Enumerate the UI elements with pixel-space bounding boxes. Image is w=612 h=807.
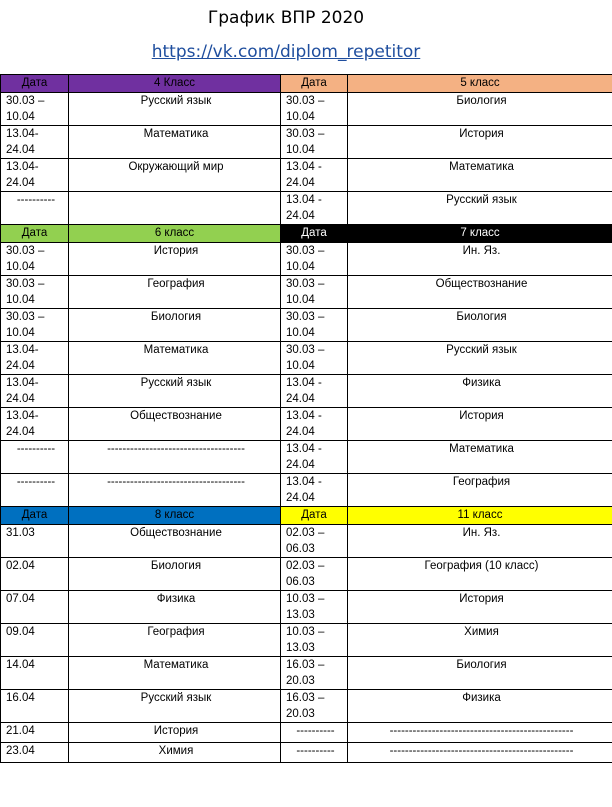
date-cell: ---------- bbox=[281, 723, 348, 743]
subject-cell: Математика bbox=[348, 441, 612, 474]
table-row bbox=[1, 441, 612, 474]
subject-cell: История bbox=[69, 723, 281, 743]
table-row bbox=[1, 375, 612, 408]
subject-cell: География (10 класс) bbox=[348, 558, 612, 591]
table-row bbox=[1, 342, 612, 375]
subject-cell: Русский язык bbox=[69, 375, 281, 408]
date-cell: 13.04- 24.04 bbox=[1, 342, 69, 375]
table-row bbox=[1, 657, 612, 690]
subject-cell: Биология bbox=[348, 309, 612, 342]
date-header: Дата bbox=[1, 75, 69, 93]
table-row bbox=[1, 93, 612, 126]
subject-cell bbox=[69, 192, 281, 225]
table-row bbox=[1, 309, 612, 342]
subject-cell: История bbox=[348, 408, 612, 441]
subject-cell: Физика bbox=[348, 375, 612, 408]
date-cell: 10.03 – 13.03 bbox=[281, 591, 348, 624]
date-cell: 13.04 - 24.04 bbox=[281, 375, 348, 408]
schedule-table bbox=[0, 74, 612, 763]
grade-header-6: 6 класс bbox=[69, 225, 281, 243]
date-cell: 31.03 bbox=[1, 525, 69, 558]
table-row bbox=[1, 159, 612, 192]
date-cell: 13.04- 24.04 bbox=[1, 126, 69, 159]
table-row bbox=[1, 243, 612, 276]
subject-cell: ------------------------------------ bbox=[69, 441, 281, 474]
date-cell: 13.04 - 24.04 bbox=[281, 474, 348, 507]
date-cell: ---------- bbox=[281, 743, 348, 763]
table-row bbox=[1, 624, 612, 657]
subject-cell: Русский язык bbox=[69, 690, 281, 723]
date-cell: 30.03 – 10.04 bbox=[281, 342, 348, 375]
subject-cell: Биология bbox=[69, 309, 281, 342]
date-cell: 16.03 – 20.03 bbox=[281, 657, 348, 690]
subject-cell: Русский язык bbox=[348, 192, 612, 225]
table-row bbox=[1, 591, 612, 624]
subject-cell: География bbox=[69, 624, 281, 657]
date-cell: 16.03 – 20.03 bbox=[281, 690, 348, 723]
table-row bbox=[1, 474, 612, 507]
subject-cell: ------------------------------------------------ bbox=[348, 743, 612, 763]
date-cell: 30.03 – 10.04 bbox=[281, 93, 348, 126]
date-header: Дата bbox=[281, 225, 348, 243]
subject-cell: Русский язык bbox=[348, 342, 612, 375]
subject-cell: Математика bbox=[69, 126, 281, 159]
date-cell: 30.03 – 10.04 bbox=[281, 126, 348, 159]
date-cell: 21.04 bbox=[1, 723, 69, 743]
date-cell: 10.03 – 13.03 bbox=[281, 624, 348, 657]
date-cell: 09.04 bbox=[1, 624, 69, 657]
page-title: График ВПР 2020 bbox=[207, 8, 365, 28]
subject-cell: История bbox=[348, 591, 612, 624]
date-header: Дата bbox=[1, 507, 69, 525]
subject-cell: Физика bbox=[69, 591, 281, 624]
header-row-grade4-grade5 bbox=[1, 75, 612, 93]
date-header: Дата bbox=[1, 225, 69, 243]
subject-cell: Химия bbox=[348, 624, 612, 657]
date-cell: 30.03 – 10.04 bbox=[1, 309, 69, 342]
date-cell: 13.04 - 24.04 bbox=[281, 408, 348, 441]
date-cell: ---------- bbox=[1, 474, 69, 507]
grade-header-5: 5 класс bbox=[348, 75, 612, 93]
date-header: Дата bbox=[281, 507, 348, 525]
subject-cell: ------------------------------------ bbox=[69, 474, 281, 507]
date-cell: 13.04- 24.04 bbox=[1, 159, 69, 192]
date-cell: 30.03 – 10.04 bbox=[1, 93, 69, 126]
date-cell: 13.04 - 24.04 bbox=[281, 441, 348, 474]
subject-cell: ------------------------------------------------ bbox=[348, 723, 612, 743]
subject-cell: Русский язык bbox=[69, 93, 281, 126]
subject-cell: Биология bbox=[348, 93, 612, 126]
subject-cell: Ин. Яз. bbox=[348, 525, 612, 558]
subject-cell: Математика bbox=[69, 342, 281, 375]
grade-header-7: 7 класс bbox=[348, 225, 612, 243]
table-row bbox=[1, 558, 612, 591]
subject-cell: Биология bbox=[348, 657, 612, 690]
table-row bbox=[1, 408, 612, 441]
date-cell: 13.04- 24.04 bbox=[1, 375, 69, 408]
grade-header-4: 4 Класс bbox=[69, 75, 281, 93]
subject-cell: Окружающий мир bbox=[69, 159, 281, 192]
subject-cell: Обществознание bbox=[348, 276, 612, 309]
date-cell: 30.03 – 10.04 bbox=[1, 276, 69, 309]
subject-cell: География bbox=[69, 276, 281, 309]
table-row bbox=[1, 525, 612, 558]
date-cell: 13.04 - 24.04 bbox=[281, 159, 348, 192]
header-row-grade8-grade11 bbox=[1, 507, 612, 525]
subject-cell: Обществознание bbox=[69, 408, 281, 441]
date-cell: 23.04 bbox=[1, 743, 69, 763]
table-row bbox=[1, 192, 612, 225]
subject-cell: Химия bbox=[69, 743, 281, 763]
date-cell: 30.03 – 10.04 bbox=[281, 309, 348, 342]
date-cell: 30.03 – 10.04 bbox=[281, 243, 348, 276]
date-cell: 30.03 – 10.04 bbox=[1, 243, 69, 276]
subject-cell: Физика bbox=[348, 690, 612, 723]
table-row bbox=[1, 276, 612, 309]
date-cell: 14.04 bbox=[1, 657, 69, 690]
date-cell: 30.03 – 10.04 bbox=[281, 276, 348, 309]
subject-cell: Математика bbox=[69, 657, 281, 690]
table-row bbox=[1, 690, 612, 723]
grade-header-11: 11 класс bbox=[348, 507, 612, 525]
vk-link[interactable]: https://vk.com/diplom_repetitor bbox=[151, 42, 421, 62]
date-header: Дата bbox=[281, 75, 348, 93]
date-cell: ---------- bbox=[1, 441, 69, 474]
grade-header-8: 8 класс bbox=[69, 507, 281, 525]
table-row bbox=[1, 723, 612, 743]
date-cell: 07.04 bbox=[1, 591, 69, 624]
date-cell: 13.04- 24.04 bbox=[1, 408, 69, 441]
date-cell: 13.04 - 24.04 bbox=[281, 192, 348, 225]
header-row-grade6-grade7 bbox=[1, 225, 612, 243]
date-cell: 02.04 bbox=[1, 558, 69, 591]
date-cell: 02.03 – 06.03 bbox=[281, 525, 348, 558]
subject-cell: Обществознание bbox=[69, 525, 281, 558]
subject-cell: Ин. Яз. bbox=[348, 243, 612, 276]
subject-cell: Математика bbox=[348, 159, 612, 192]
subject-cell: Биология bbox=[69, 558, 281, 591]
subject-cell: История bbox=[69, 243, 281, 276]
table-row bbox=[1, 126, 612, 159]
subject-cell: География bbox=[348, 474, 612, 507]
date-cell: ---------- bbox=[1, 192, 69, 225]
date-cell: 02.03 – 06.03 bbox=[281, 558, 348, 591]
date-cell: 16.04 bbox=[1, 690, 69, 723]
table-row bbox=[1, 743, 612, 763]
subject-cell: История bbox=[348, 126, 612, 159]
